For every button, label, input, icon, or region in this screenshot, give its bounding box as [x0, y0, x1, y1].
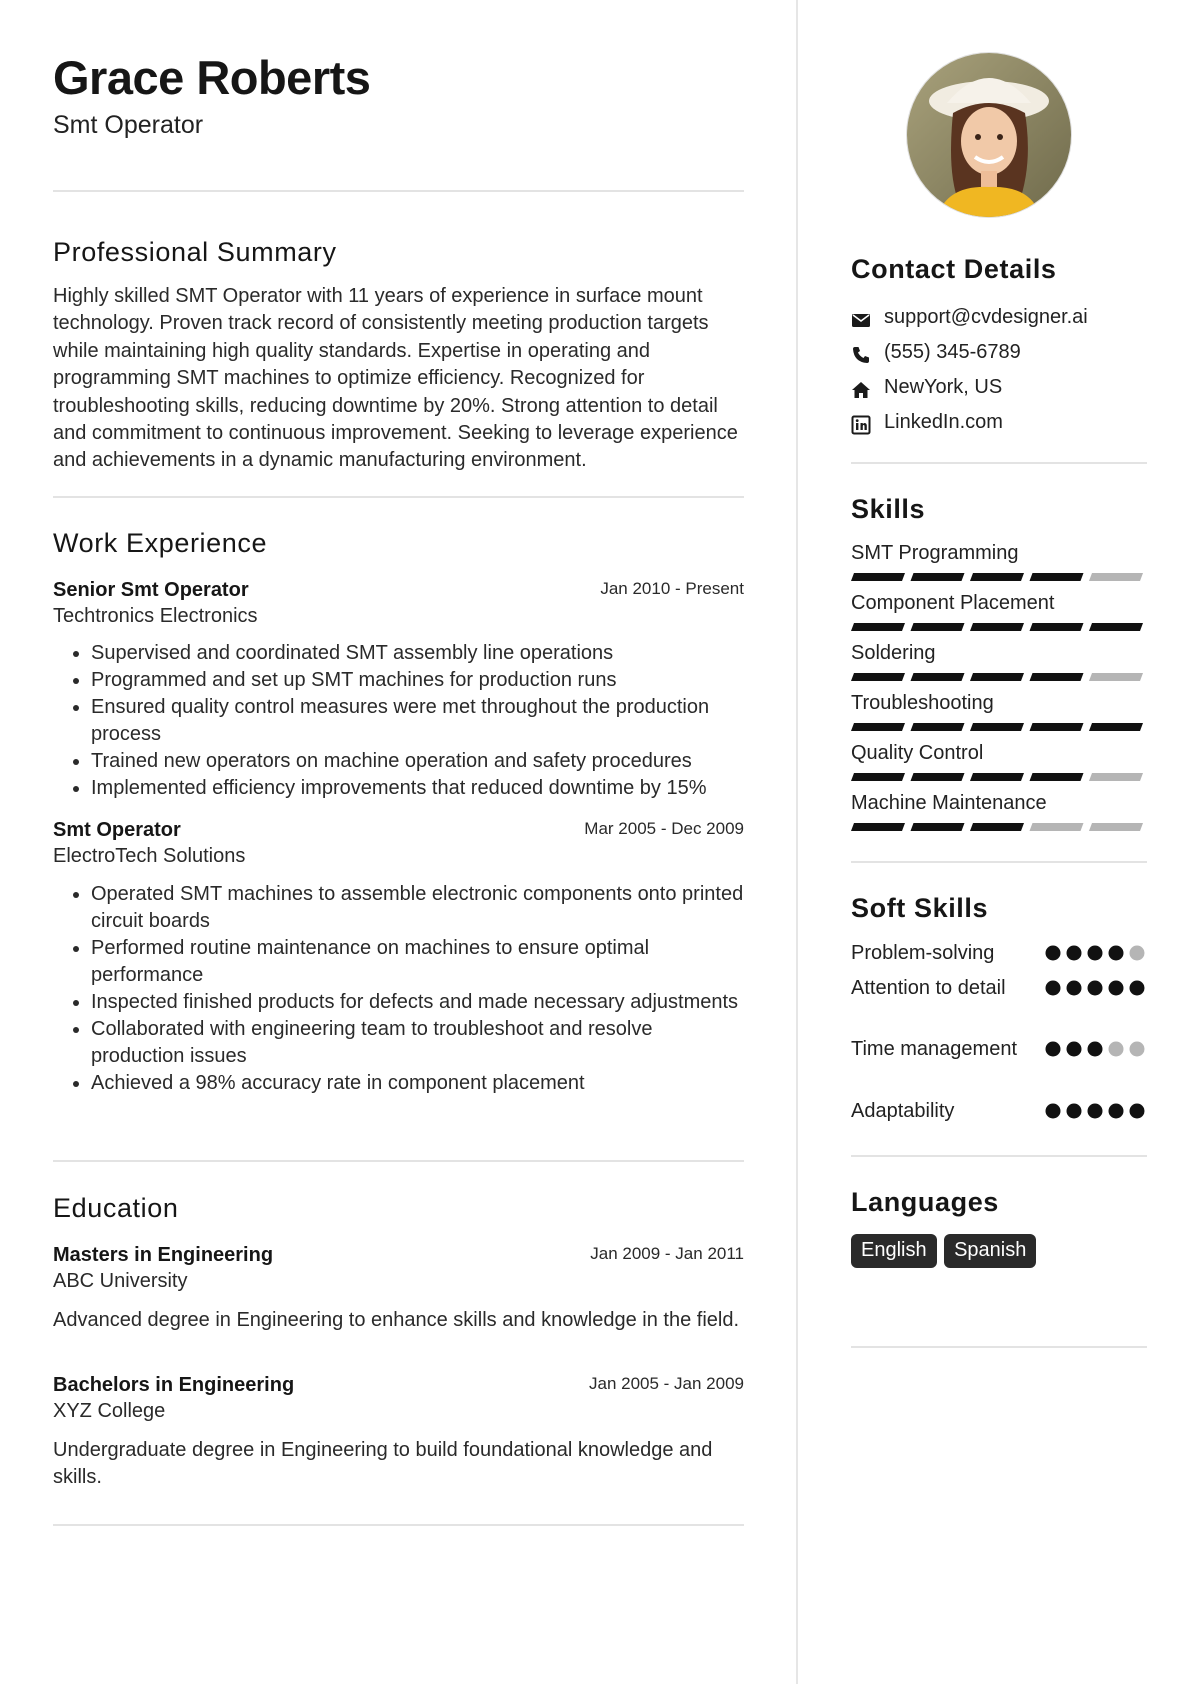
skill-level-segment [970, 573, 1024, 581]
skill-level-bar [851, 723, 1147, 731]
skill-level-segment [911, 623, 965, 631]
job-bullets [53, 640, 751, 802]
language-tag: English [851, 1234, 937, 1268]
skill-name: Component Placement [851, 592, 1055, 614]
rating-dot [1046, 1042, 1061, 1057]
contact-email[interactable] [851, 306, 1147, 334]
skill-level-segment [851, 823, 905, 831]
rating-dot [1130, 1042, 1145, 1057]
rating-dot [1067, 946, 1082, 961]
language-tag: Spanish [944, 1234, 1036, 1268]
school-name: ABC University [53, 1270, 188, 1292]
skill-name: Quality Control [851, 742, 984, 764]
rating-dot [1067, 1042, 1082, 1057]
skill-item [851, 692, 1147, 738]
phone-icon [851, 345, 871, 365]
skill-level-bar [851, 573, 1147, 581]
soft-skill-name: Problem-solving [851, 942, 995, 964]
skill-level-segment [1030, 673, 1084, 681]
soft-skill-rating [1045, 1103, 1145, 1119]
skill-level-segment [1030, 823, 1084, 831]
skill-level-segment [970, 773, 1024, 781]
degree-title: Bachelors in Engineering [53, 1374, 295, 1396]
soft-skill-name: Adaptability [851, 1100, 955, 1122]
rating-dot [1130, 1104, 1145, 1119]
summary-divider [53, 496, 744, 498]
contact-linkedin-text: LinkedIn.com [884, 411, 1003, 433]
summary-text: Highly skilled SMT Operator with 11 years of experience in surface mount technology. Proven track record of consistently meeting production targets while maintaining high quality standards. Expertise in operating and programming SMT machines to optimize efficiency. Recognized for troubleshooting skills, reducing downtime by 20%. Strong attention to detail and commitment to continuous improvement. Seeking to leverage experience and achievements in a dynamic manufacturing environment. [53, 285, 738, 472]
contact-divider [851, 462, 1147, 464]
job-title: Senior Smt Operator [53, 579, 249, 601]
skill-level-segment [911, 723, 965, 731]
job-company: Techtronics Electronics [53, 605, 258, 627]
rating-dot [1088, 946, 1103, 961]
rating-dot [1109, 1042, 1124, 1057]
skill-level-bar [851, 823, 1147, 831]
education-description: Undergraduate degree in Engineering to build foundational knowledge and skills. [53, 1439, 713, 1488]
language-tags [851, 1234, 1039, 1268]
skill-level-segment [1089, 623, 1143, 631]
rating-dot [1046, 981, 1061, 996]
skill-item [851, 642, 1147, 688]
contact-linkedin[interactable] [851, 411, 1147, 439]
education-heading: Education [53, 1193, 179, 1223]
skill-level-bar [851, 673, 1147, 681]
job-bullet: • Supervised and coordinated SMT assembly line operations [91, 640, 751, 667]
education-description: Advanced degree in Engineering to enhance skills and knowledge in the field. [53, 1309, 740, 1331]
rating-dot [1130, 981, 1145, 996]
skill-item [851, 542, 1147, 588]
skill-level-segment [911, 573, 965, 581]
skill-level-segment [911, 823, 965, 831]
linkedin-icon [851, 415, 871, 435]
experience-heading: Work Experience [53, 528, 268, 558]
job-bullet: • Implemented efficiency improvements that reduced downtime by 15% [91, 775, 751, 802]
skill-level-bar [851, 773, 1147, 781]
skill-level-segment [851, 573, 905, 581]
job-date: Mar 2005 - Dec 2009 [584, 819, 744, 838]
contact-phone-text: (555) 345-6789 [884, 341, 1021, 363]
skill-level-segment [911, 773, 965, 781]
skill-level-segment [970, 823, 1024, 831]
skill-level-segment [1089, 823, 1143, 831]
school-name: XYZ College [53, 1400, 166, 1422]
candidate-name: Grace Roberts [53, 51, 371, 104]
skill-level-segment [1089, 573, 1143, 581]
job-title: Smt Operator [53, 819, 181, 841]
job-bullet: • Programmed and set up SMT machines for production runs [91, 667, 751, 694]
skill-level-segment [970, 723, 1024, 731]
languages-heading: Languages [851, 1187, 999, 1217]
avatar [906, 52, 1072, 218]
skill-level-segment [1030, 723, 1084, 731]
skill-item [851, 592, 1147, 638]
skill-level-segment [1030, 623, 1084, 631]
job-bullet: • Inspected finished products for defects and made necessary adjustments [91, 989, 751, 1016]
skill-level-segment [851, 723, 905, 731]
header-divider [53, 190, 744, 192]
rating-dot [1088, 1104, 1103, 1119]
skill-level-segment [1089, 723, 1143, 731]
job-bullet: • Operated SMT machines to assemble electronic components onto printed circuit boards [91, 881, 751, 935]
skill-level-segment [970, 673, 1024, 681]
skill-level-segment [851, 623, 905, 631]
skill-level-segment [851, 773, 905, 781]
skills-divider [851, 861, 1147, 863]
rating-dot [1046, 946, 1061, 961]
skill-item [851, 792, 1147, 838]
skill-level-bar [851, 623, 1147, 631]
contact-heading: Contact Details [851, 254, 1057, 284]
soft-skill-rating [1045, 1041, 1145, 1057]
education-divider [53, 1524, 744, 1526]
column-divider [796, 0, 798, 1684]
job-bullet: • Achieved a 98% accuracy rate in component placement [91, 1070, 751, 1097]
job-bullet: • Collaborated with engineering team to troubleshoot and resolve production issues [91, 1016, 751, 1070]
skill-level-segment [1030, 573, 1084, 581]
summary-heading: Professional Summary [53, 237, 337, 267]
education-date: Jan 2009 - Jan 2011 [590, 1244, 744, 1263]
skill-level-segment [911, 673, 965, 681]
contact-location [851, 376, 1147, 404]
candidate-title: Smt Operator [53, 111, 204, 139]
rating-dot [1046, 1104, 1061, 1119]
rating-dot [1067, 981, 1082, 996]
soft-skills-divider [851, 1155, 1147, 1157]
skill-item [851, 742, 1147, 788]
job-bullets [53, 881, 751, 1097]
skill-level-segment [1030, 773, 1084, 781]
skill-level-segment [970, 623, 1024, 631]
skill-level-segment [851, 673, 905, 681]
experience-divider [53, 1160, 744, 1162]
rating-dot [1109, 981, 1124, 996]
degree-title: Masters in Engineering [53, 1244, 274, 1266]
skill-name: Soldering [851, 642, 936, 664]
rating-dot [1067, 1104, 1082, 1119]
job-bullet: • Trained new operators on machine operation and safety procedures [91, 748, 751, 775]
languages-divider [851, 1346, 1147, 1348]
skills-heading: Skills [851, 494, 926, 524]
skill-level-segment [1089, 673, 1143, 681]
rating-dot [1109, 1104, 1124, 1119]
skill-name: SMT Programming [851, 542, 1019, 564]
contact-location-text: NewYork, US [884, 376, 1003, 398]
skill-name: Machine Maintenance [851, 792, 1047, 814]
rating-dot [1109, 946, 1124, 961]
job-bullet: • Ensured quality control measures were met throughout the production process [91, 694, 751, 748]
job-date: Jan 2010 - Present [600, 579, 744, 598]
education-date: Jan 2005 - Jan 2009 [588, 1374, 744, 1393]
envelope-icon [851, 310, 871, 330]
soft-skill-rating [1045, 980, 1145, 996]
rating-dot [1088, 981, 1103, 996]
home-icon [851, 380, 871, 400]
skill-name: Troubleshooting [851, 692, 994, 714]
contact-email-text: support@cvdesigner.ai [884, 306, 1088, 328]
job-company: ElectroTech Solutions [53, 845, 246, 867]
skill-level-segment [1089, 773, 1143, 781]
rating-dot [1130, 946, 1145, 961]
contact-phone[interactable] [851, 341, 1147, 369]
soft-skill-name: Attention to detail [851, 977, 1006, 999]
job-bullet: • Performed routine maintenance on machines to ensure optimal performance [91, 935, 751, 989]
rating-dot [1088, 1042, 1103, 1057]
soft-skill-rating [1045, 945, 1145, 961]
soft-skills-heading: Soft Skills [851, 893, 989, 923]
soft-skill-name: Time management [851, 1038, 1017, 1060]
